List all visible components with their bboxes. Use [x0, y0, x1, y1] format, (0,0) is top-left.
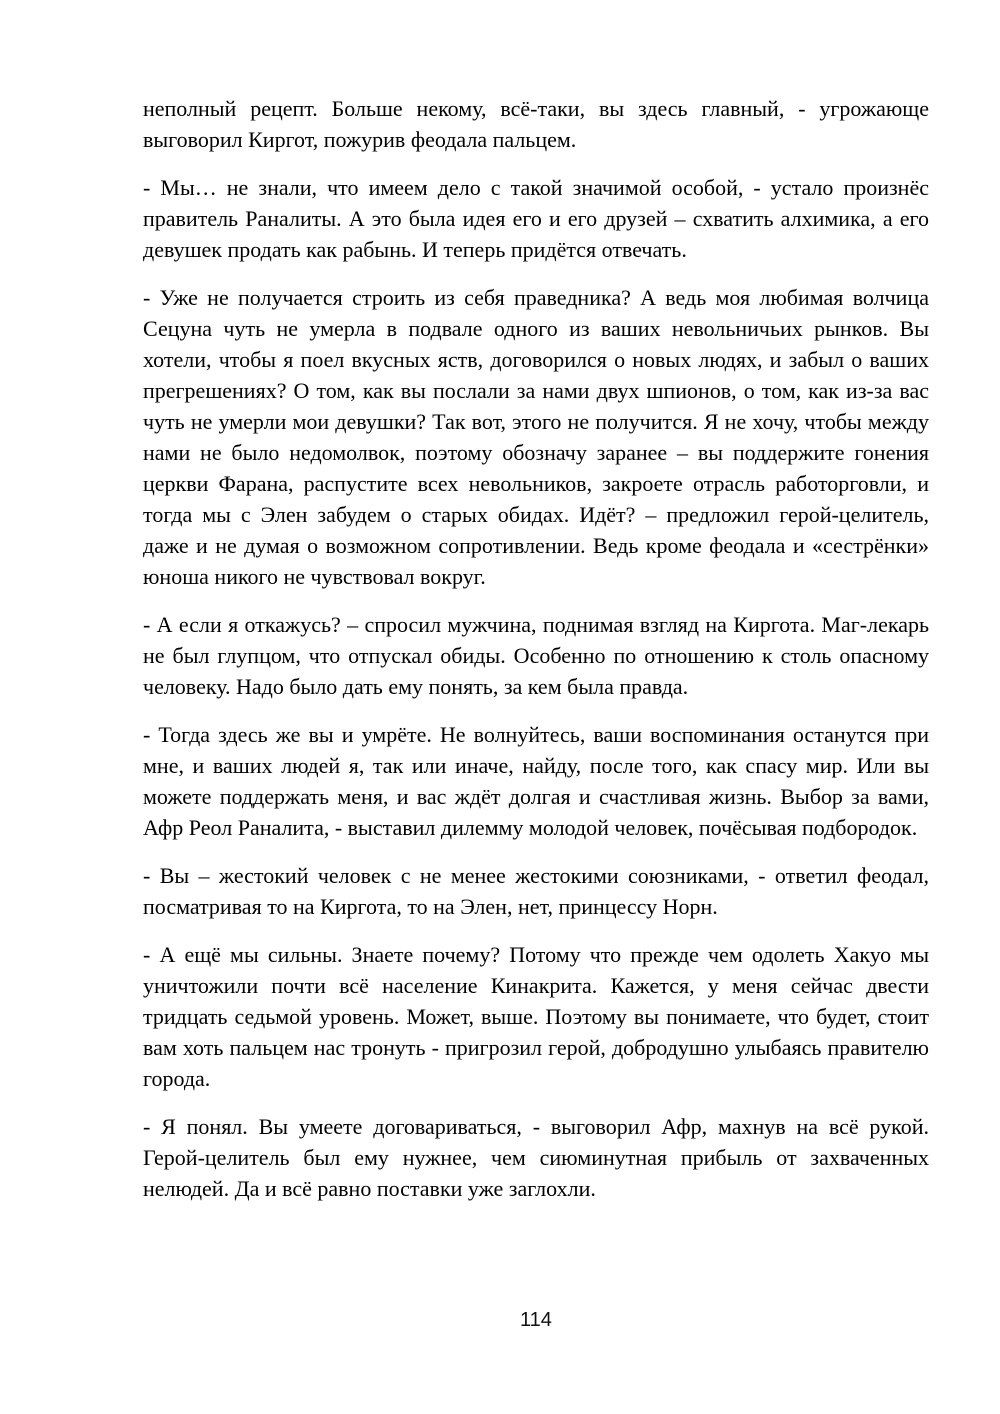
paragraph: - Мы… не знали, что имеем дело с такой значимой особой, - устало произнёс правитель Раналиты. А это была идея его и его друзей – схватить алхимика, а его девушек продать как рабынь. И теперь придётся отвечать. — [143, 175, 929, 262]
paragraph: - А ещё мы сильны. Знаете почему? Потому что прежде чем одолеть Хакуо мы уничтожили почти всё население Кинакрита. Кажется, у меня сейчас двести тридцать седьмой уровень. Может, выше. Поэтому вы понимаете, что будет, стоит вам хоть пальцем нас тронуть - пригрозил герой, добродушно улыбаясь правителю города. — [143, 942, 929, 1091]
paragraph: - Я понял. Вы умеете договариваться, - выговорил Афр, махнув на всё рукой. Герой-целитель был ему нужнее, чем сиюминутная прибыль от захваченных нелюдей. Да и всё равно поставки уже заглохли. — [143, 1114, 929, 1201]
page-number: 114 — [520, 1309, 552, 1331]
paragraph: - Уже не получается строить из себя праведника? А ведь моя любимая волчица Сецуна чуть не умерла в подвале одного из ваших невольничьих рынков. Вы хотели, чтобы я поел вкусных яств, договорился о новых людях, и забыл о ваших прегрешениях? О том, как вы послали за нами двух шпионов, о том, как из-за вас чуть не умерли мои девушки? Так вот, этого не получится. Я не хочу, чтобы между нами не было недомолвок, поэтому обозначу заранее – вы поддержите гонения церкви Фарана, распустите всех невольников, закроете отрасль работорговли, и тогда мы с Элен забудем о старых обидах. Идёт? – предложил герой-целитель, даже и не думая о возможном сопротивлении. Ведь кроме феодала и «сестрёнки» юноша никого не чувствовал вокруг. — [143, 285, 929, 589]
page-text-block — [143, 93, 929, 1204]
paragraph: - А если я откажусь? – спросил мужчина, поднимая взгляд на Киргота. Маг-лекарь не был глупцом, что отпускал обиды. Особенно по отношению к столь опасному человеку. Надо было дать ему понять, за кем была правда. — [143, 612, 929, 699]
paragraph: неполный рецепт. Больше некому, всё-таки, вы здесь главный, - угрожающе выговорил Киргот, пожурив феодала пальцем. — [143, 96, 929, 152]
paragraph: - Вы – жестокий человек с не менее жестокими союзниками, - ответил феодал, посматривая то на Киргота, то на Элен, нет, принцессу Норн. — [143, 863, 929, 919]
paragraph: - Тогда здесь же вы и умрёте. Не волнуйтесь, ваши воспоминания останутся при мне, и ваших людей я, так или иначе, найду, после того, как спасу мир. Или вы можете поддержать меня, и вас ждёт долгая и счастливая жизнь. Выбор за вами, Афр Реол Раналита, - выставил дилемму молодой человек, почёсывая подбородок. — [143, 722, 929, 840]
